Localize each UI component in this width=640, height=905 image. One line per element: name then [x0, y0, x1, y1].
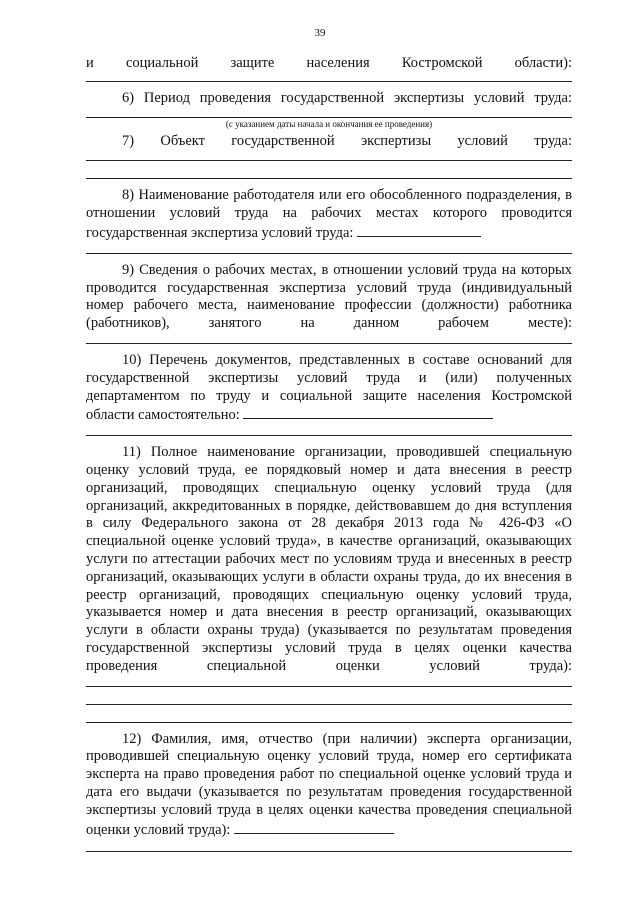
- item-9-text: 9) Сведения о рабочих местах, в отношении условий труда на которых проводится государственная экспертиза условий труда (индивидуальный номер рабочего места, наименование профессии (должности) работника (работников), занятого на данном рабочем месте):: [86, 261, 572, 332]
- fill-line-item-11a: [86, 676, 572, 687]
- fill-line-item-10-inline: [243, 405, 493, 419]
- fill-line-item-11b: [86, 687, 572, 705]
- item-11-text: 11) Полное наименование организации, проводившей специальную оценку условий труда, ее порядковый номер и дата внесения в реестр организаций, проводящих специальную оценку условий труда (для организаций, аккредитованных в порядке, действовавшем до дня вступления в силу Федерального закона от 28 декабря 2013 года № 426-ФЗ «О специальной оценке условий труда», в качестве организаций, оказывающих услуги по аттестации рабочих мест по условиям труда и внесенных в реестр организаций, оказывающих услуги в области охраны труда, до их внесения в реестр организаций, проводящих специальную оценку условий труда, указывается номер и дата внесения в реестр организаций, оказывающих услуги в области охраны труда) (указывается по результатам проведения государственной экспертизы условий труда в целях оценки качества проведения специальной оценки условий труда):: [86, 444, 572, 674]
- item-5-tail: и социальной защите населения Костромской области):: [86, 55, 572, 71]
- page-number: 39: [314, 27, 326, 39]
- fill-line-item-8-inline: [357, 223, 481, 237]
- document-body: [86, 55, 572, 852]
- fill-line-item-7a: [86, 150, 572, 161]
- fill-line-item-7b: [86, 161, 572, 179]
- fill-line-item-10: [86, 425, 572, 436]
- item-6-note: (с указанием даты начала и окончания ее проведения): [225, 118, 433, 129]
- fill-line-item-12: [86, 839, 572, 852]
- item-7-text: 7) Объект государственной экспертизы условий труда:: [122, 132, 572, 149]
- fill-line-item-8: [86, 243, 572, 254]
- item-10-text: 10) Перечень документов, представленных в составе оснований для государственной экспертизы условий труда и (или) полученных департаментом по труду и социальной защите населения Костромской области самостоятельно:: [86, 351, 572, 424]
- fill-line-item-11c: [86, 705, 572, 723]
- item-8-text: 8) Наименование работодателя или его обособленного подразделения, в отношении условий труда на рабочих местах которого проводится государственная экспертиза условий труда:: [86, 187, 572, 241]
- item-12-text: 12) Фамилия, имя, отчество (при наличии) эксперта организации, проводившей специальную оценку условий труда, номер его сертификата эксперта на право проведения работ по специальной оценке условий труда и дата его выдачи (указывается по результатам проведения государственной экспертизы условий труда в целях оценки качества проведения специальной оценки условий труда):: [86, 730, 572, 838]
- fill-line-item-9: [86, 333, 572, 344]
- fill-line-item-5: [86, 73, 572, 82]
- fill-line-item-12-inline: [234, 820, 394, 834]
- item-6-text: 6) Период проведения государственной экспертизы условий труда:: [122, 89, 572, 106]
- fill-line-item-6: [86, 108, 572, 118]
